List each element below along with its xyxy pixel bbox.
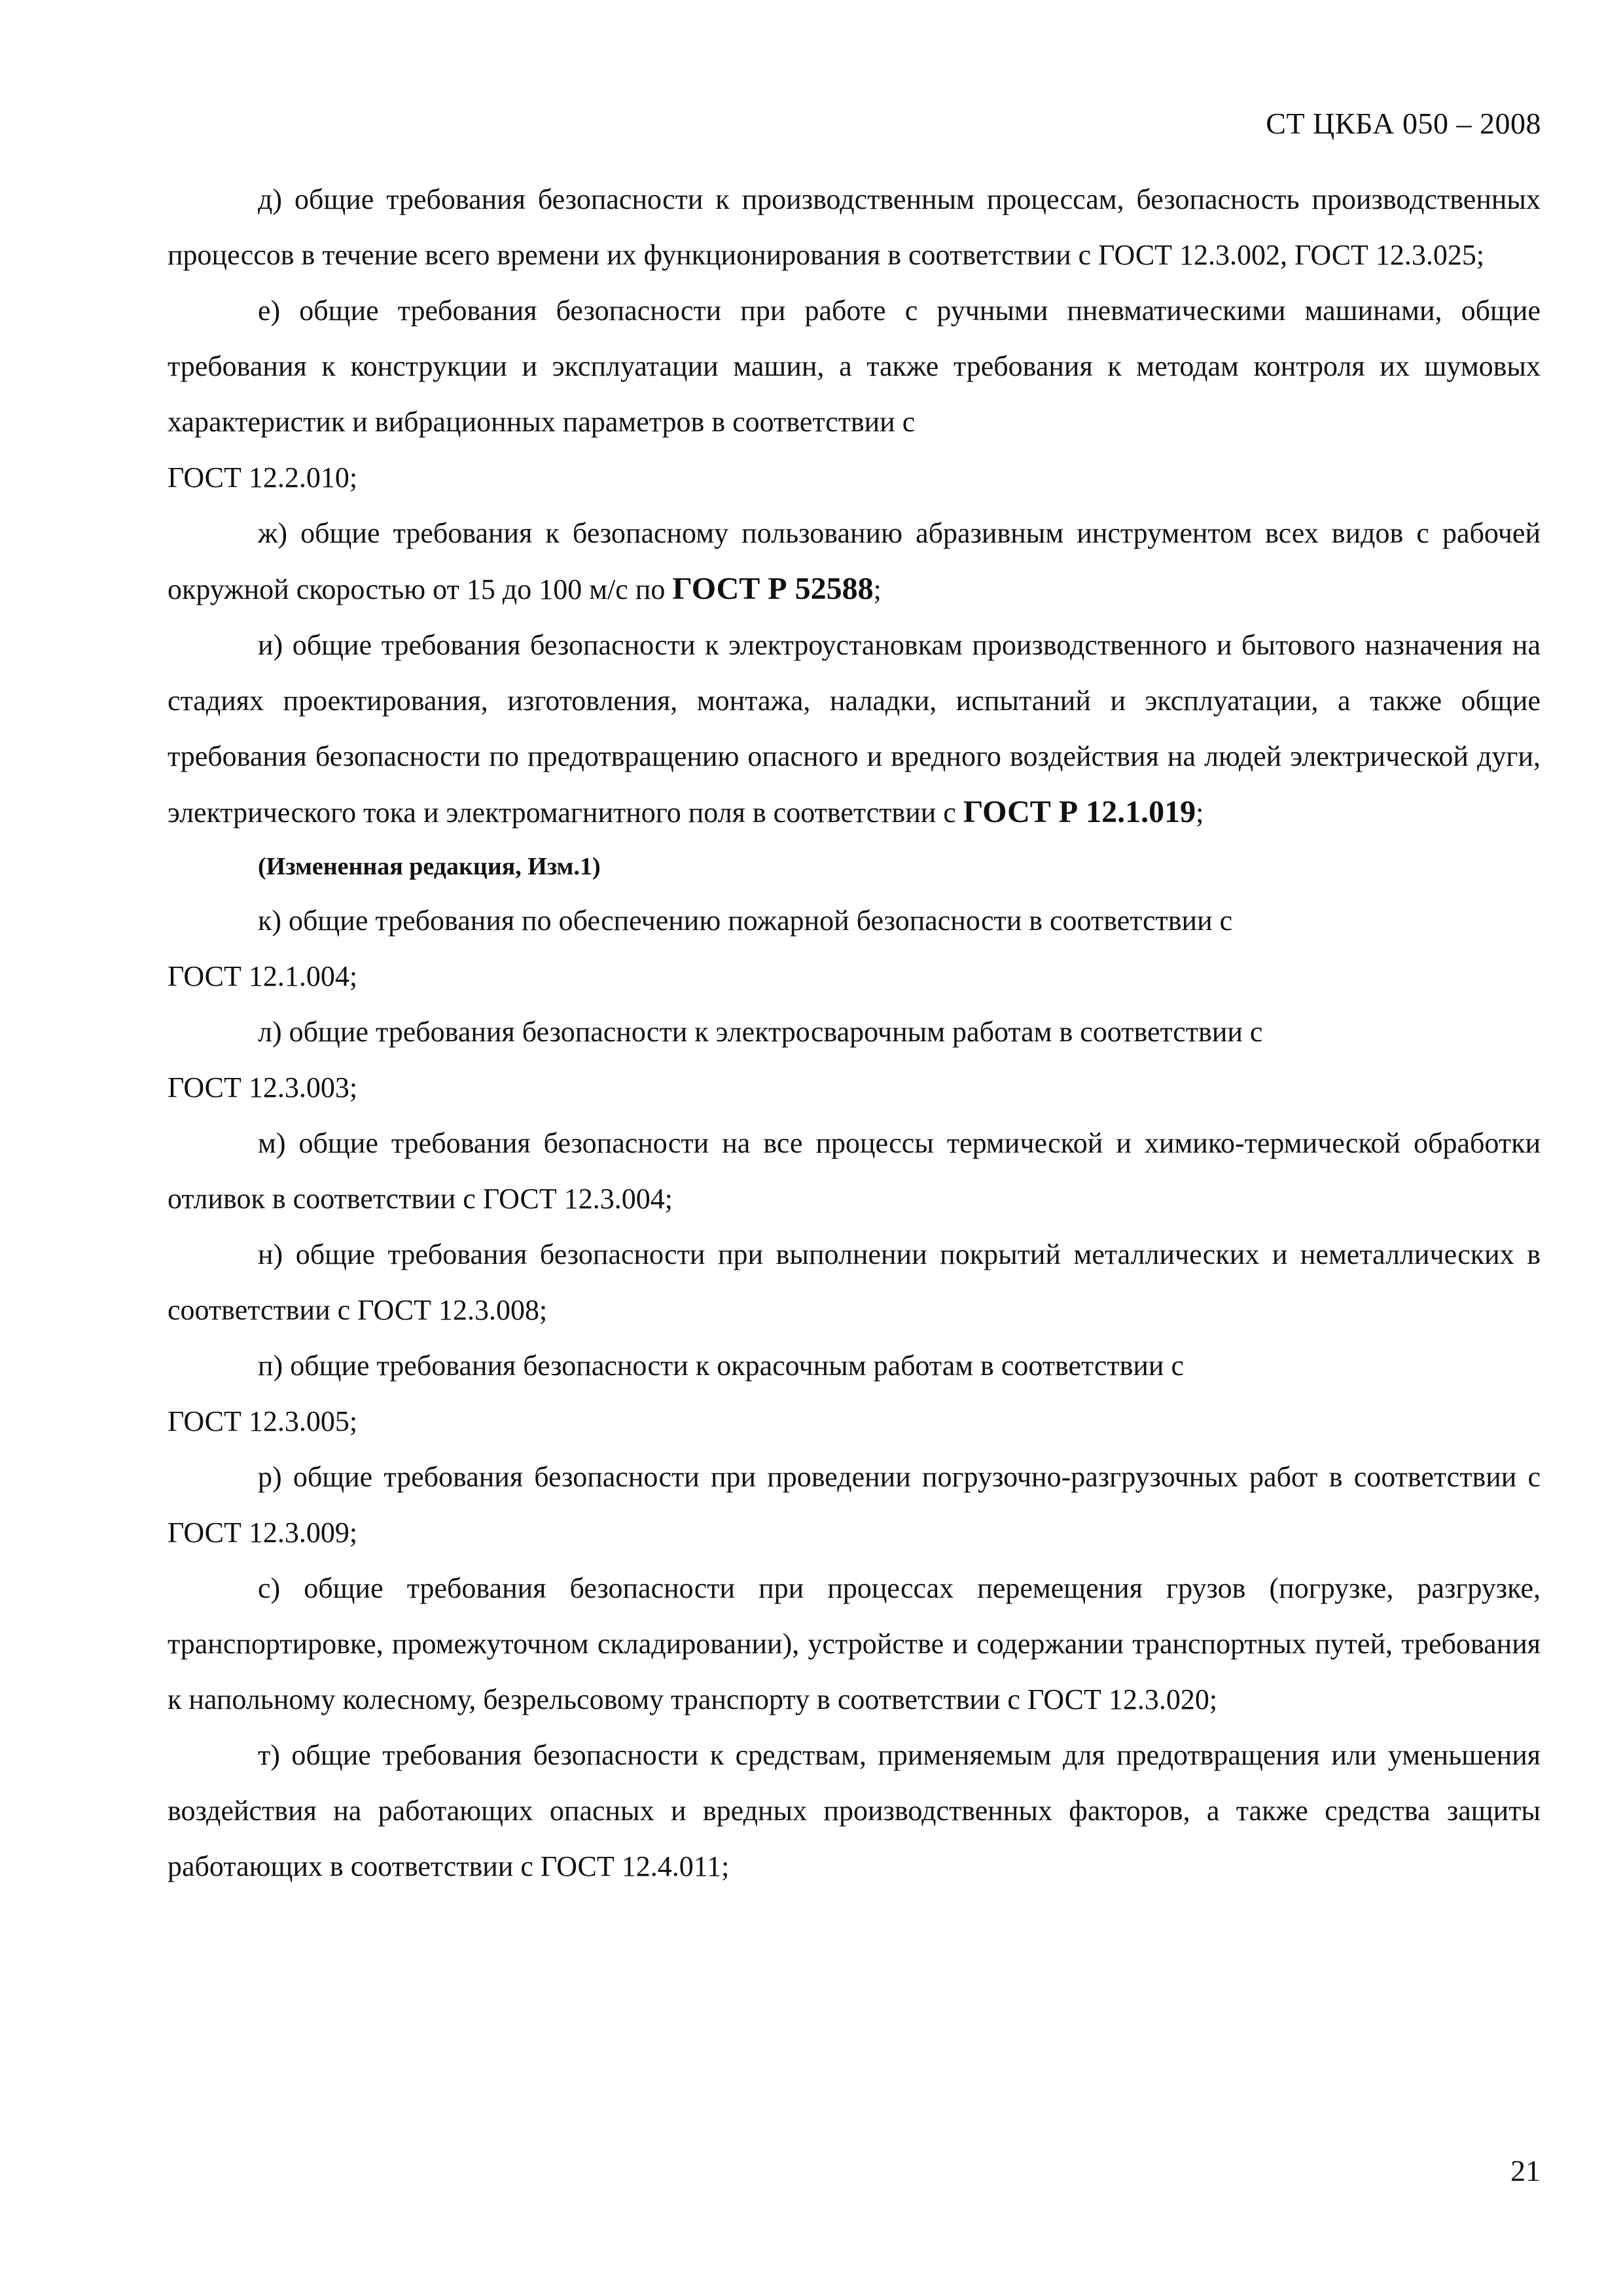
requirements-list [168,171,1541,1894]
page-number: 21 [1510,2154,1541,2187]
list-item-e-reference: ГОСТ 12.2.010; [168,461,358,493]
amendment-note: (Измененная редакция, Изм.1) [258,853,601,880]
list-item-zh-end: ; [873,573,882,605]
list-item-l-reference: ГОСТ 12.3.003; [168,1071,358,1103]
list-item-d: д) общие требования безопасности к производственным процессам, безопасность производственных процессов в течение всего времени их функционирования в соответствии с ГОСТ 12.3.002, ГОСТ 12.3.025; [168,183,1541,271]
list-item-k-reference: ГОСТ 12.1.004; [168,960,358,992]
list-item-p-reference: ГОСТ 12.3.005; [168,1405,358,1437]
list-item-i-standard: ГОСТ Р 12.1.019 [963,795,1196,829]
list-item-zh [168,505,1541,617]
list-item-i [168,617,1541,840]
list-item-i-end: ; [1196,797,1204,829]
list-item-s: с) общие требования безопасности при процессах перемещения грузов (погрузке, разгрузке, транспортировке, промежуточном складировании), устройстве и содержании транспортных путей, требования к напольному колесному, безрельсовому транспорту в соответствии с ГОСТ 12.3.020; [168,1572,1541,1715]
list-item-n: н) общие требования безопасности при выполнении покрытий металлических и неметаллических в соответствии с ГОСТ 12.3.008; [168,1238,1541,1326]
list-item-t: т) общие требования безопасности к средствам, применяемым для предотвращения или уменьшения воздействия на работающих опасных и вредных производственных факторов, а также средства защиты работающих в соответствии с ГОСТ 12.4.011; [168,1739,1541,1882]
list-item-zh-standard: ГОСТ Р 52588 [672,571,874,606]
list-item-r: р) общие требования безопасности при проведении погрузочно-разгрузочных работ в соответствии с ГОСТ 12.3.009; [168,1461,1541,1549]
list-item-m: м) общие требования безопасности на все процессы термической и химико-термической обработки отливок в соответствии с ГОСТ 12.3.004; [168,1127,1541,1215]
list-item-l: л) общие требования безопасности к электросварочным работам в соответствии с [258,1016,1263,1048]
list-item-k: к) общие требования по обеспечению пожарной безопасности в соответствии с [258,905,1233,937]
document-code-header: СТ ЦКБА 050 – 2008 [1266,107,1541,140]
list-item-zh-text: ж) общие требования к безопасному пользованию абразивным инструментом всех видов с рабочей окружной скоростью от 15 до 100 м/с по [168,517,1541,605]
list-item-e: е) общие требования безопасности при работе с ручными пневматическими машинами, общие требования к конструкции и эксплуатации машин, а также требования к методам контроля их шумовых характеристик и вибрационных параметров в соответствии с [168,295,1541,438]
list-item-p: п) общие требования безопасности к окрасочным работам в соответствии с [258,1350,1184,1382]
list-item-i-text: и) общие требования безопасности к электроустановкам производственного и бытового назначения на стадиях проектирования, изготовления, монтажа, наладки, испытаний и эксплуатации, а также общие требования безопасности по предотвращению опасного и вредного воздействия на людей электрической дуги, электрического тока и электромагнитного поля в соответствии с [168,629,1541,829]
